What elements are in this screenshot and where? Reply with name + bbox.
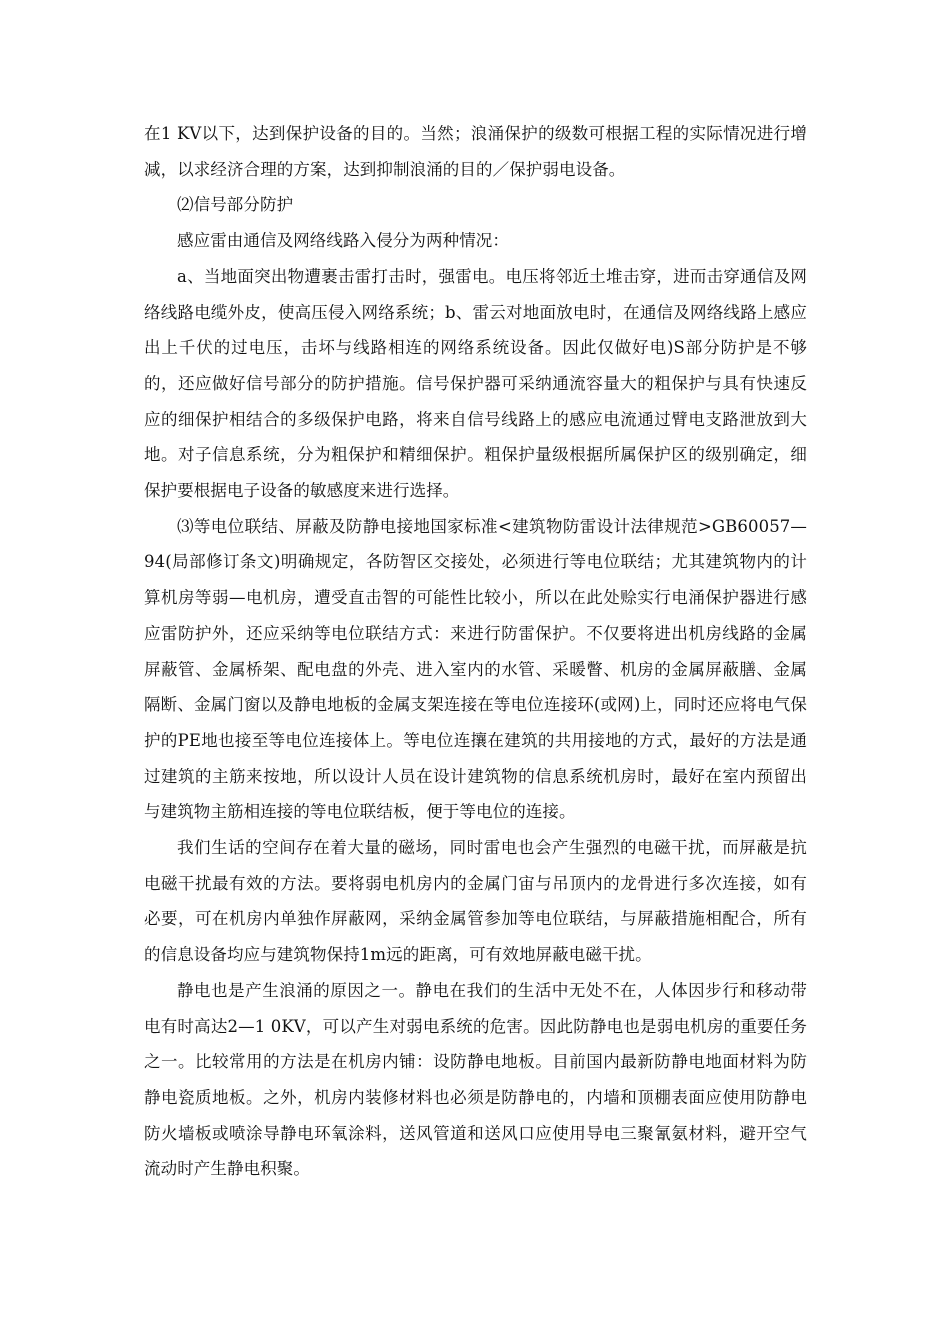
- paragraph-6: 我们生话的空间存在着大量的磁场，同时雷电也会产生强烈的电磁干扰，而屏蔽是抗电磁干扰最有效的方法。要将弱电机房内的金属门宙与吊顶内的龙骨进行多次连接，如有必要，可在机房内单独作屏蔽网，采纳金属管参加等电位联结，与屏蔽措施相配合，所有的信息设备均应与建筑物保持1m远的距离，可有效地屏蔽电磁干扰。: [144, 838, 807, 965]
- paragraph-4: a、当地面突出物遭裹击雷打击时，强雷电。电压将邻近土堆击穿，进而击穿通信及网络线路电缆外皮，使高压侵入网络系统；b、雷云对地面放电时，在通信及网络线路上感应出上千伏的过电压，击坏与线路相连的网络系统设备。因此仅做好电)S部分防护是不够的，还应做好信号部分的防护措施。信号保护器可采纳通流容量大的粗保护与具有快速反应的细保护相结合的多级保护电路，将来自信号线路上的感应电流通过臂电支路泄放到大地。对子信息系统，分为粗保护和精细保护。粗保护量级根据所属保护区的级别确定，细保护要根据电子设备的敏感度来进行选择。: [144, 266, 807, 501]
- paragraph-2-heading: ⑵信号部分防护: [177, 195, 294, 215]
- paragraph-7: 静电也是产生浪涌的原因之一。静电在我们的生活中无处不在，人体因步行和移动带电有时高达2—1 0KV，可以产生对弱电系统的危害。因此防静电也是弱电机房的重要任务之一。比较常用的方法是在机房内铺：设防静电地板。目前国内最新防静电地面材料为防静电瓷质地板。之外，机房内装修材料也必须是防静电的，内墙和顶棚表面应使用防静电防火墙板或喷涂导静电环氧涂料，送风管道和送风口应使用导电三聚氰氨材料，避开空气流动时产生静电积聚。: [144, 980, 807, 1179]
- paragraph-1: 在1 KV以下，达到保护设备的目的。当然；浪涌保护的级数可根据工程的实际情况进行增减，以求经济合理的方案，达到抑制浪涌的目的／保护弱电设备。: [144, 124, 807, 179]
- paragraph-3: 感应雷由通信及网络线路入侵分为两种情况：: [177, 231, 509, 251]
- paragraph-5: ⑶等电位联结、屏蔽及防静电接地国家标准<建筑物防雷设计法律规范>GB60057—94(局部修订条文)明确规定，各防智区交接处，必须进行等电位联结；尤其建筑物内的计算机房等弱—电机房，遭受直击智的可能性比较小，所以在此处赊实行电涌保护器进行感应雷防护外，还应采纳等电位联结方式：来进行防雷保护。不仅要将进出机房线路的金属屏蔽管、金属桥架、配电盘的外壳、进入室内的水管、采暖瞥、机房的金属屏蔽膳、金属隔断、金属门窗以及静电地板的金属支架连接在等电位连接环(或网)上，同时还应将电气保护的PE地也接至等电位连接体上。等电位连攘在建筑的共用接地的方式，最好的方法是通过建筑的主筋来按地，所以设计人员在设计建筑物的信息系统机房时，最好在室内预留出与建筑物主筋相连接的等电位联结板，便于等电位的连接。: [144, 516, 807, 822]
- document-page: [144, 116, 807, 1187]
